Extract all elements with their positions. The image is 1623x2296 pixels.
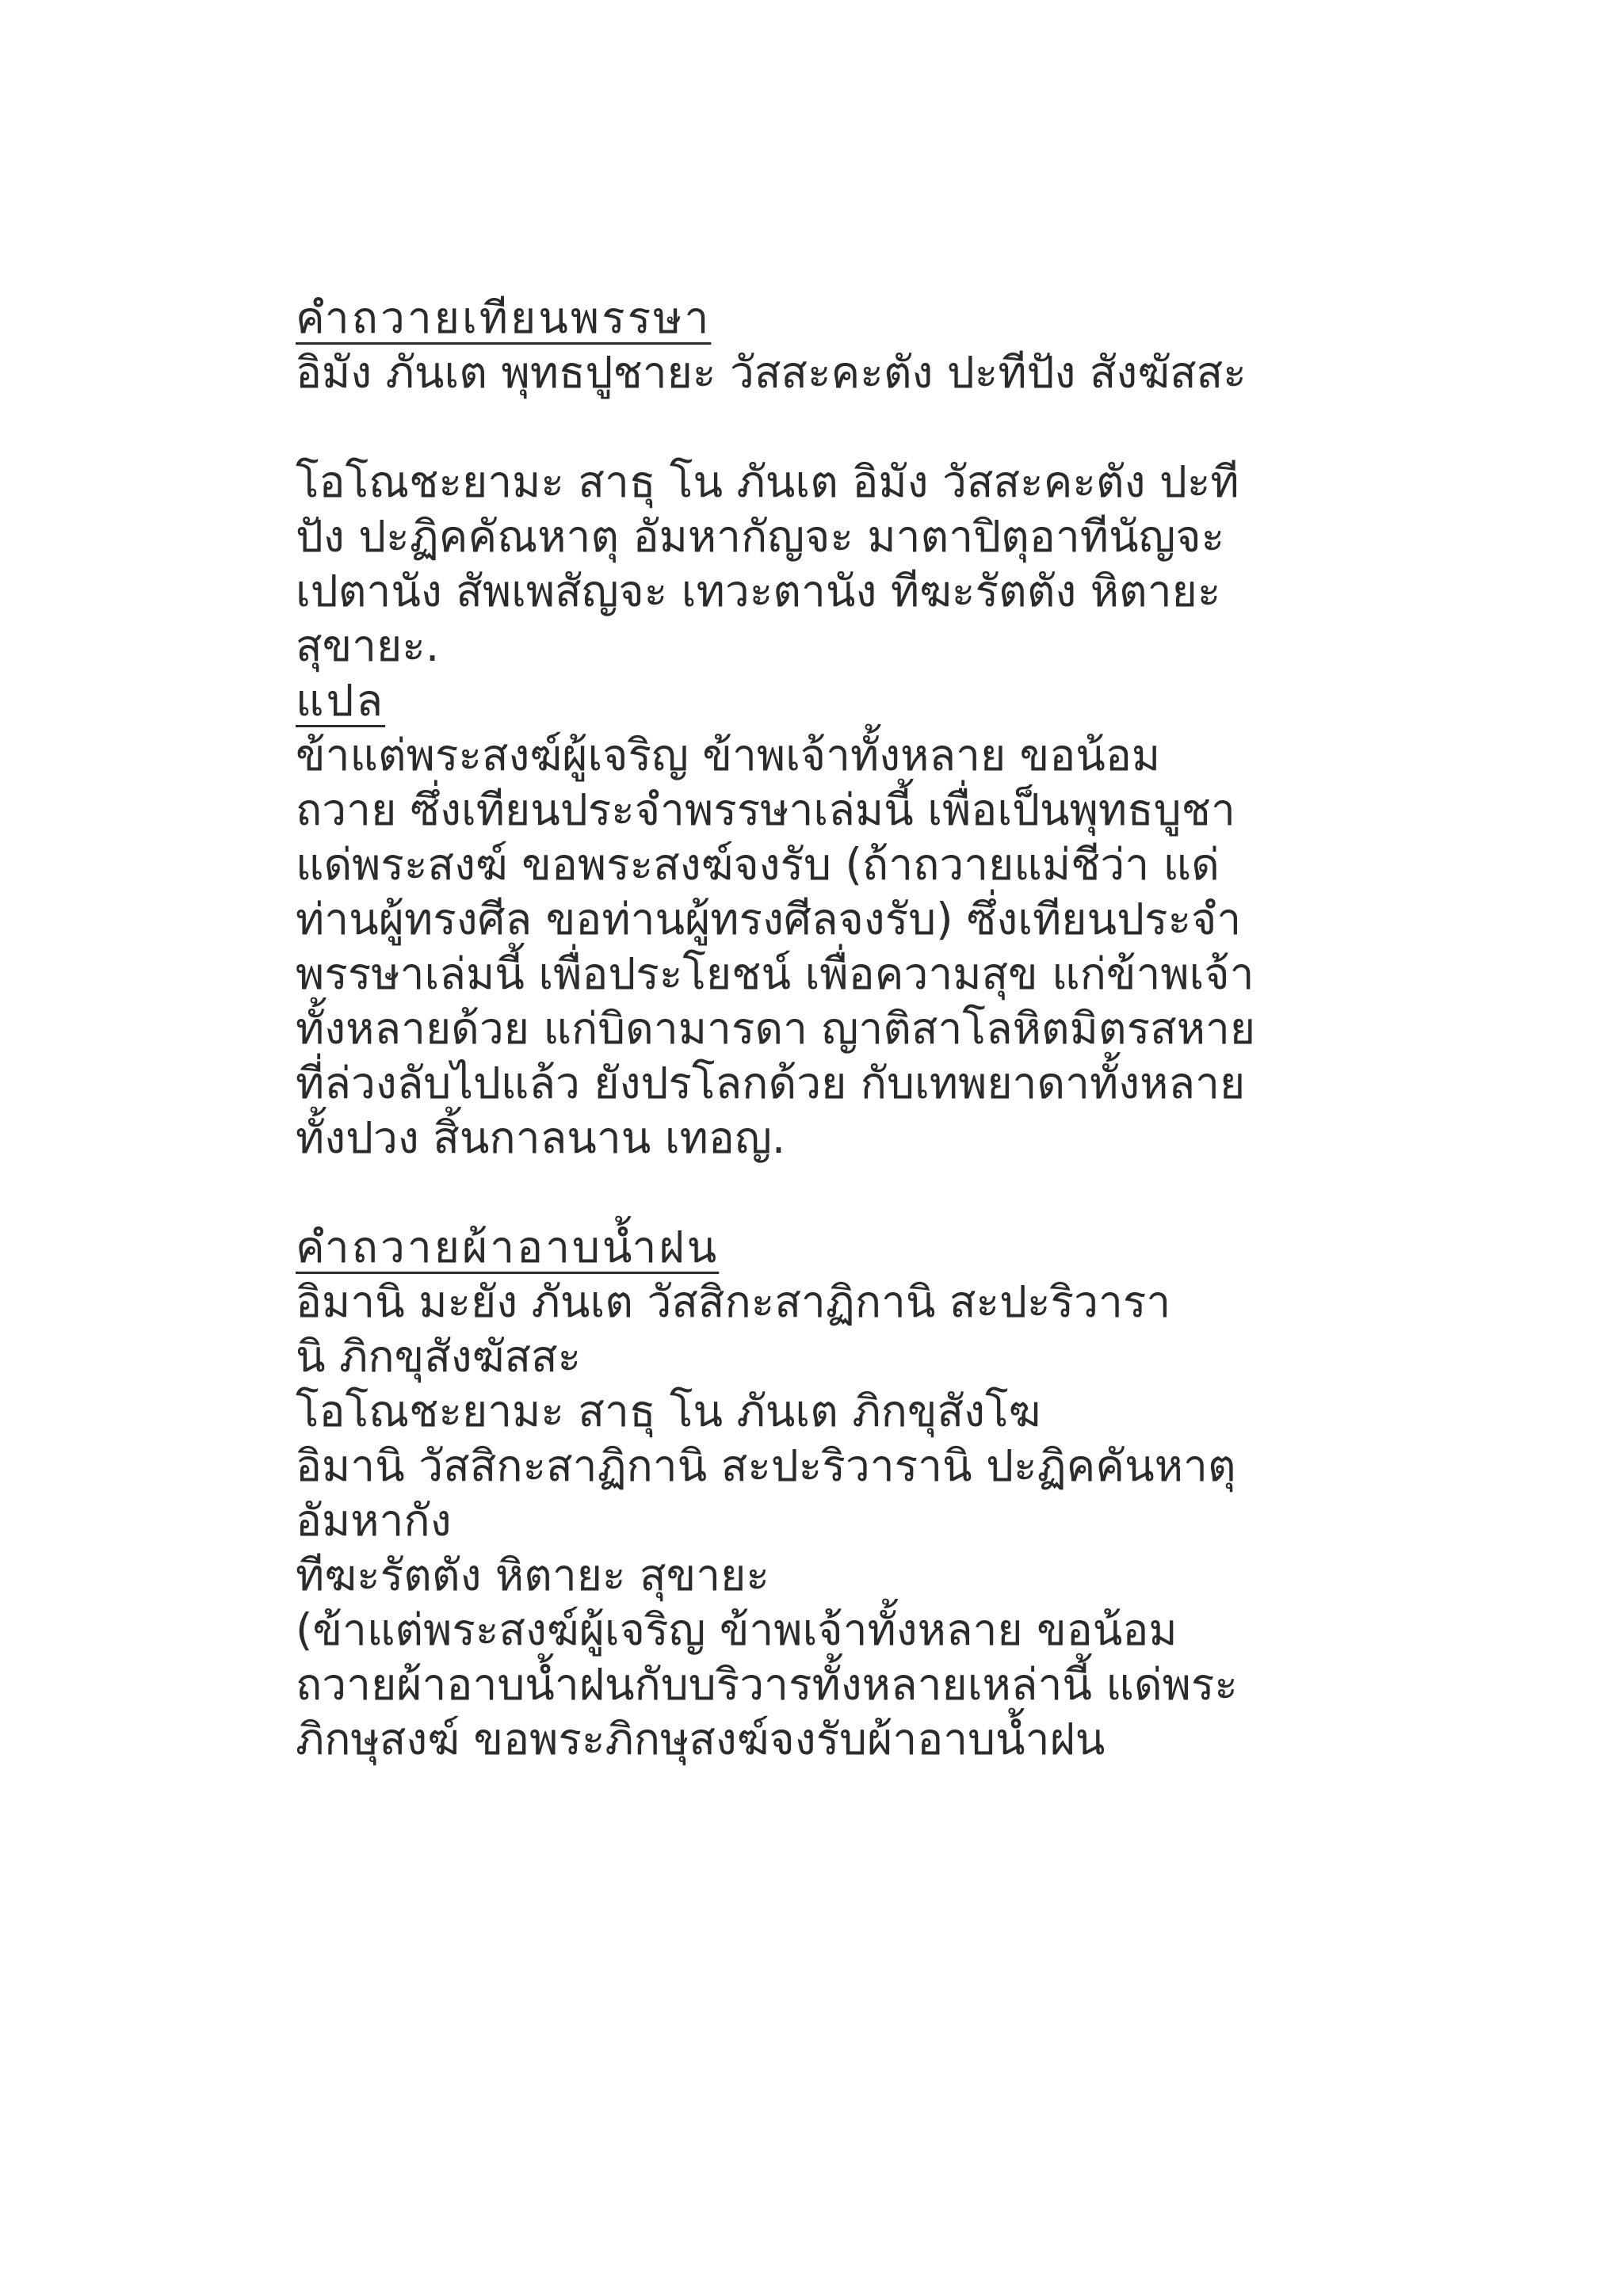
candle-pali-line: โอโณชะยามะ สาธุ โน ภันเต อิมัง วัสสะคะตัง ปะที (296, 456, 1239, 507)
rain-cloth-line: อิมานิ วัสสิกะสาฏิกานิ สะปะริวารานิ ปะฏิคคันหาตุ (296, 1440, 1236, 1491)
rain-cloth-line: ทีฆะรัตตัง หิตายะ สุขายะ (296, 1550, 769, 1600)
translation-line: ทั้งปวง สิ้นกาลนาน เทอญ. (296, 1112, 786, 1163)
rain-cloth-line: (ข้าแต่พระสงฆ์ผู้เจริญ ข้าพเจ้าทั้งหลาย ขอน้อม (296, 1604, 1178, 1655)
translation-line: พรรษาเล่มนี้ เพื่อประโยชน์ เพื่อความสุข แก่ข้าพเจ้า (296, 948, 1254, 999)
paragraph-spacer (296, 1165, 1532, 1220)
translation-line: ท่านผู้ทรงศีล ขอท่านผู้ทรงศีลจงรับ) ซึ่งเทียนประจำ (296, 894, 1242, 944)
translation-heading: แปล (296, 675, 386, 726)
rain-cloth-line: ภิกษุสงฆ์ ขอพระภิกษุสงฆ์จงรับผ้าอาบน้ำฝน (296, 1714, 1106, 1764)
candle-pali-line: เปตานัง สัพเพสัญจะ เทวะตานัง ทีฆะรัตตัง หิตายะ (296, 566, 1221, 616)
rain-cloth-line: ถวายผ้าอาบน้ำฝนกับบริวารทั้งหลายเหล่านี้ แด่พระ (296, 1659, 1238, 1710)
translation-line: ถวาย ซึ่งเทียนประจำพรรษาเล่มนี้ เพื่อเป็นพุทธบูชา (296, 784, 1235, 835)
translation-line: แด่พระสงฆ์ ขอพระสงฆ์จงรับ (ถ้าถวายแม่ชีว่า แด่ (296, 839, 1220, 890)
translation-line: ที่ล่วงลับไปแล้ว ยังปรโลกด้วย กับเทพยาดาทั้งหลาย (296, 1058, 1246, 1108)
candle-pali-line: สุขายะ. (296, 620, 440, 671)
document-body (296, 291, 1532, 1767)
rain-cloth-line: อัมหากัง (296, 1495, 452, 1546)
rain-cloth-line: อิมานิ มะยัง ภันเต วัสสิกะสาฏิกานิ สะปะริวารา (296, 1276, 1171, 1327)
rain-cloth-offering-heading: คำถวายผ้าอาบน้ำฝน (296, 1222, 720, 1272)
candle-offering-heading: คำถวายเทียนพรรษา (296, 292, 712, 343)
rain-cloth-line: นิ ภิกขุสังฆัสสะ (296, 1331, 582, 1382)
candle-pali-line: อิมัง ภันเต พุทธปูชายะ วัสสะคะตัง ปะทีปัง สังฆัสสะ (296, 347, 1247, 398)
candle-pali-line: ปัง ปะฏิคคัณหาตุ อัมหากัญจะ มาตาปิตุอาทีนัญจะ (296, 511, 1225, 562)
translation-line: ทั้งหลายด้วย แก่บิดามารดา ญาติสาโลหิตมิตรสหาย (296, 1003, 1256, 1054)
translation-line: ข้าแต่พระสงฆ์ผู้เจริญ ข้าพเจ้าทั้งหลาย ขอน้อม (296, 730, 1161, 780)
rain-cloth-line: โอโณชะยามะ สาธุ โน ภันเต ภิกขุสังโฆ (296, 1386, 1041, 1436)
paragraph-spacer (296, 400, 1532, 455)
